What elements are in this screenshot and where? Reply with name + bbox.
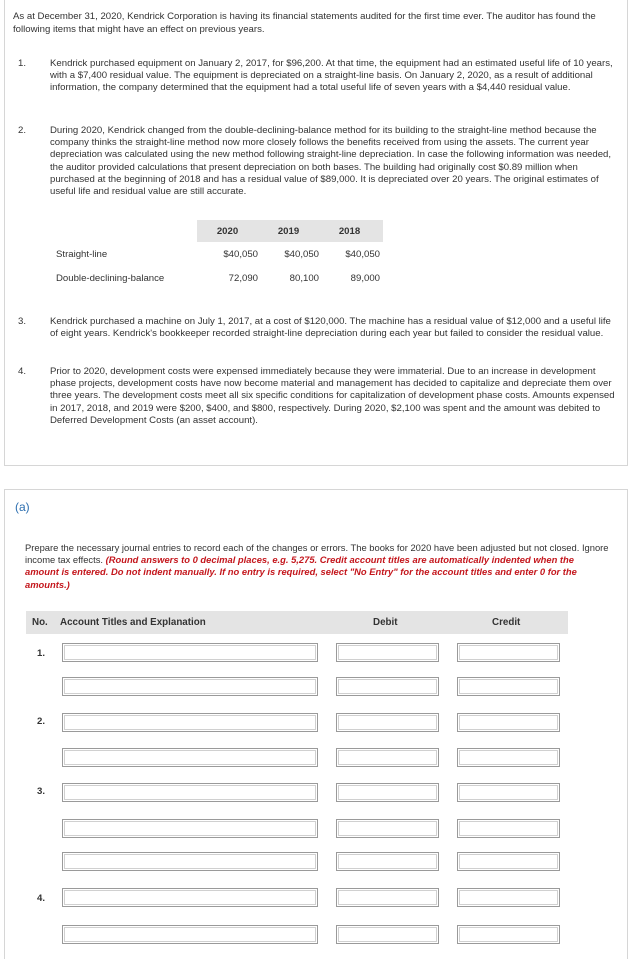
account-title-input[interactable] xyxy=(62,819,318,838)
table-header-row xyxy=(50,220,383,242)
account-title-input[interactable] xyxy=(62,677,318,696)
problem-intro: As at December 31, 2020, Kendrick Corporation is having its financial statements audited for the first time ever. The auditor has found the following items that might have an effect on previous years. xyxy=(13,11,596,35)
debit-input[interactable] xyxy=(336,713,439,732)
account-title-input[interactable] xyxy=(62,748,318,767)
row-label: Double-declining-balance xyxy=(56,272,165,284)
item-number: 4. xyxy=(18,366,27,377)
item-text: During 2020, Kendrick changed from the double-declining-balance method for its building to the straight-line method because the company thinks the straight-line method now more closely follows the benefits received from using the assets. The current year depreciation was calculated using the new method following straight-line depreciation. In case the following information was needed, the auditor provided calculations that present depreciation on both bases. The building had originally cost $0.89 million when purchased at the beginning of 2018 and has a residual value of $89,000. It is depreciated over 20 years. The original estimates of useful life and residual value are still accurate. xyxy=(50,125,612,198)
entry-number: 4. xyxy=(37,893,46,904)
credit-input[interactable] xyxy=(457,852,560,871)
credit-input[interactable] xyxy=(457,713,560,732)
journal-header xyxy=(26,611,568,634)
table-cell: 89,000 xyxy=(350,272,380,284)
credit-input[interactable] xyxy=(457,783,560,802)
table-corner xyxy=(50,220,197,242)
part-label: (a) xyxy=(15,500,30,514)
instructions xyxy=(25,542,610,591)
table-cell: 72,090 xyxy=(228,272,258,284)
row-label: Straight-line xyxy=(56,248,108,260)
table-row xyxy=(50,242,383,266)
debit-input[interactable] xyxy=(336,852,439,871)
credit-input[interactable] xyxy=(457,925,560,944)
credit-input[interactable] xyxy=(457,888,560,907)
account-title-input[interactable] xyxy=(62,713,318,732)
item-text: Prior to 2020, development costs were expensed immediately because they were immaterial. Due to an increase in development phase projects, development costs have now become material and management has decided to capitalize and depreciate them over three years. The development costs meet all six specific conditions for capitalization of development phase costs. Amounts expensed in 2017, 2018, and 2019 were $200, $400, and $800, respectively. During 2020, $2,100 was spent and the amount was debited to Deferred Development Costs (an asset account). xyxy=(50,366,615,426)
entry-number: 2. xyxy=(37,716,46,727)
table-cell: $40,050 xyxy=(345,248,380,260)
debit-input[interactable] xyxy=(336,677,439,696)
depreciation-table xyxy=(50,220,383,290)
debit-input[interactable] xyxy=(336,888,439,907)
item-text: Kendrick purchased equipment on January 2, 2017, for $96,200. At that time, the equipment had an estimated useful life of 10 years, with a $7,400 residual value. The equipment is depreciated on a straight-line basis. On January 2, 2020, as a result of additional information, the company determined that the equipment had a total useful life of seven years with a $4,440 residual value. xyxy=(50,58,613,94)
account-title-input[interactable] xyxy=(62,852,318,871)
instructions-text: Prepare the necessary journal entries to record each of the changes or errors. The books for 2020 have been adjusted but not closed. Ignore income tax effects. xyxy=(25,542,609,566)
credit-input[interactable] xyxy=(457,748,560,767)
account-title-input[interactable] xyxy=(62,643,318,662)
column-credit: Credit xyxy=(492,617,521,628)
credit-input[interactable] xyxy=(457,677,560,696)
table-cell: $40,050 xyxy=(223,248,258,260)
item-number: 3. xyxy=(18,316,27,327)
column-account-titles: Account Titles and Explanation xyxy=(60,617,206,628)
column-header: 2018 xyxy=(319,220,383,242)
column-header: 2019 xyxy=(258,220,319,242)
column-debit: Debit xyxy=(373,617,398,628)
credit-input[interactable] xyxy=(457,643,560,662)
debit-input[interactable] xyxy=(336,819,439,838)
entry-number: 1. xyxy=(37,648,46,659)
table-row xyxy=(50,266,383,290)
debit-input[interactable] xyxy=(336,783,439,802)
table-cell: 80,100 xyxy=(289,272,319,284)
column-header: 2020 xyxy=(197,220,258,242)
entry-number: 3. xyxy=(37,786,46,797)
account-title-input[interactable] xyxy=(62,925,318,944)
debit-input[interactable] xyxy=(336,925,439,944)
debit-input[interactable] xyxy=(336,748,439,767)
column-no: No. xyxy=(32,617,48,628)
item-number: 1. xyxy=(18,58,27,69)
debit-input[interactable] xyxy=(336,643,439,662)
account-title-input[interactable] xyxy=(62,783,318,802)
credit-input[interactable] xyxy=(457,819,560,838)
instructions-note: (Round answers to 0 decimal places, e.g. 5,275. Credit account titles are automatically indented when the amount is entered. Do not indent manually. If no entry is required, select "No Entry" for the account titles and enter 0 for the amounts.) xyxy=(25,554,577,590)
item-number: 2. xyxy=(18,125,27,136)
table-cell: $40,050 xyxy=(284,248,319,260)
account-title-input[interactable] xyxy=(62,888,318,907)
item-text: Kendrick purchased a machine on July 1, 2017, at a cost of $120,000. The machine has a residual value of $12,000 and a useful life of eight years. Kendrick's bookkeeper recorded straight-line depreciation during each year but failed to consider the residual value. xyxy=(50,316,611,340)
